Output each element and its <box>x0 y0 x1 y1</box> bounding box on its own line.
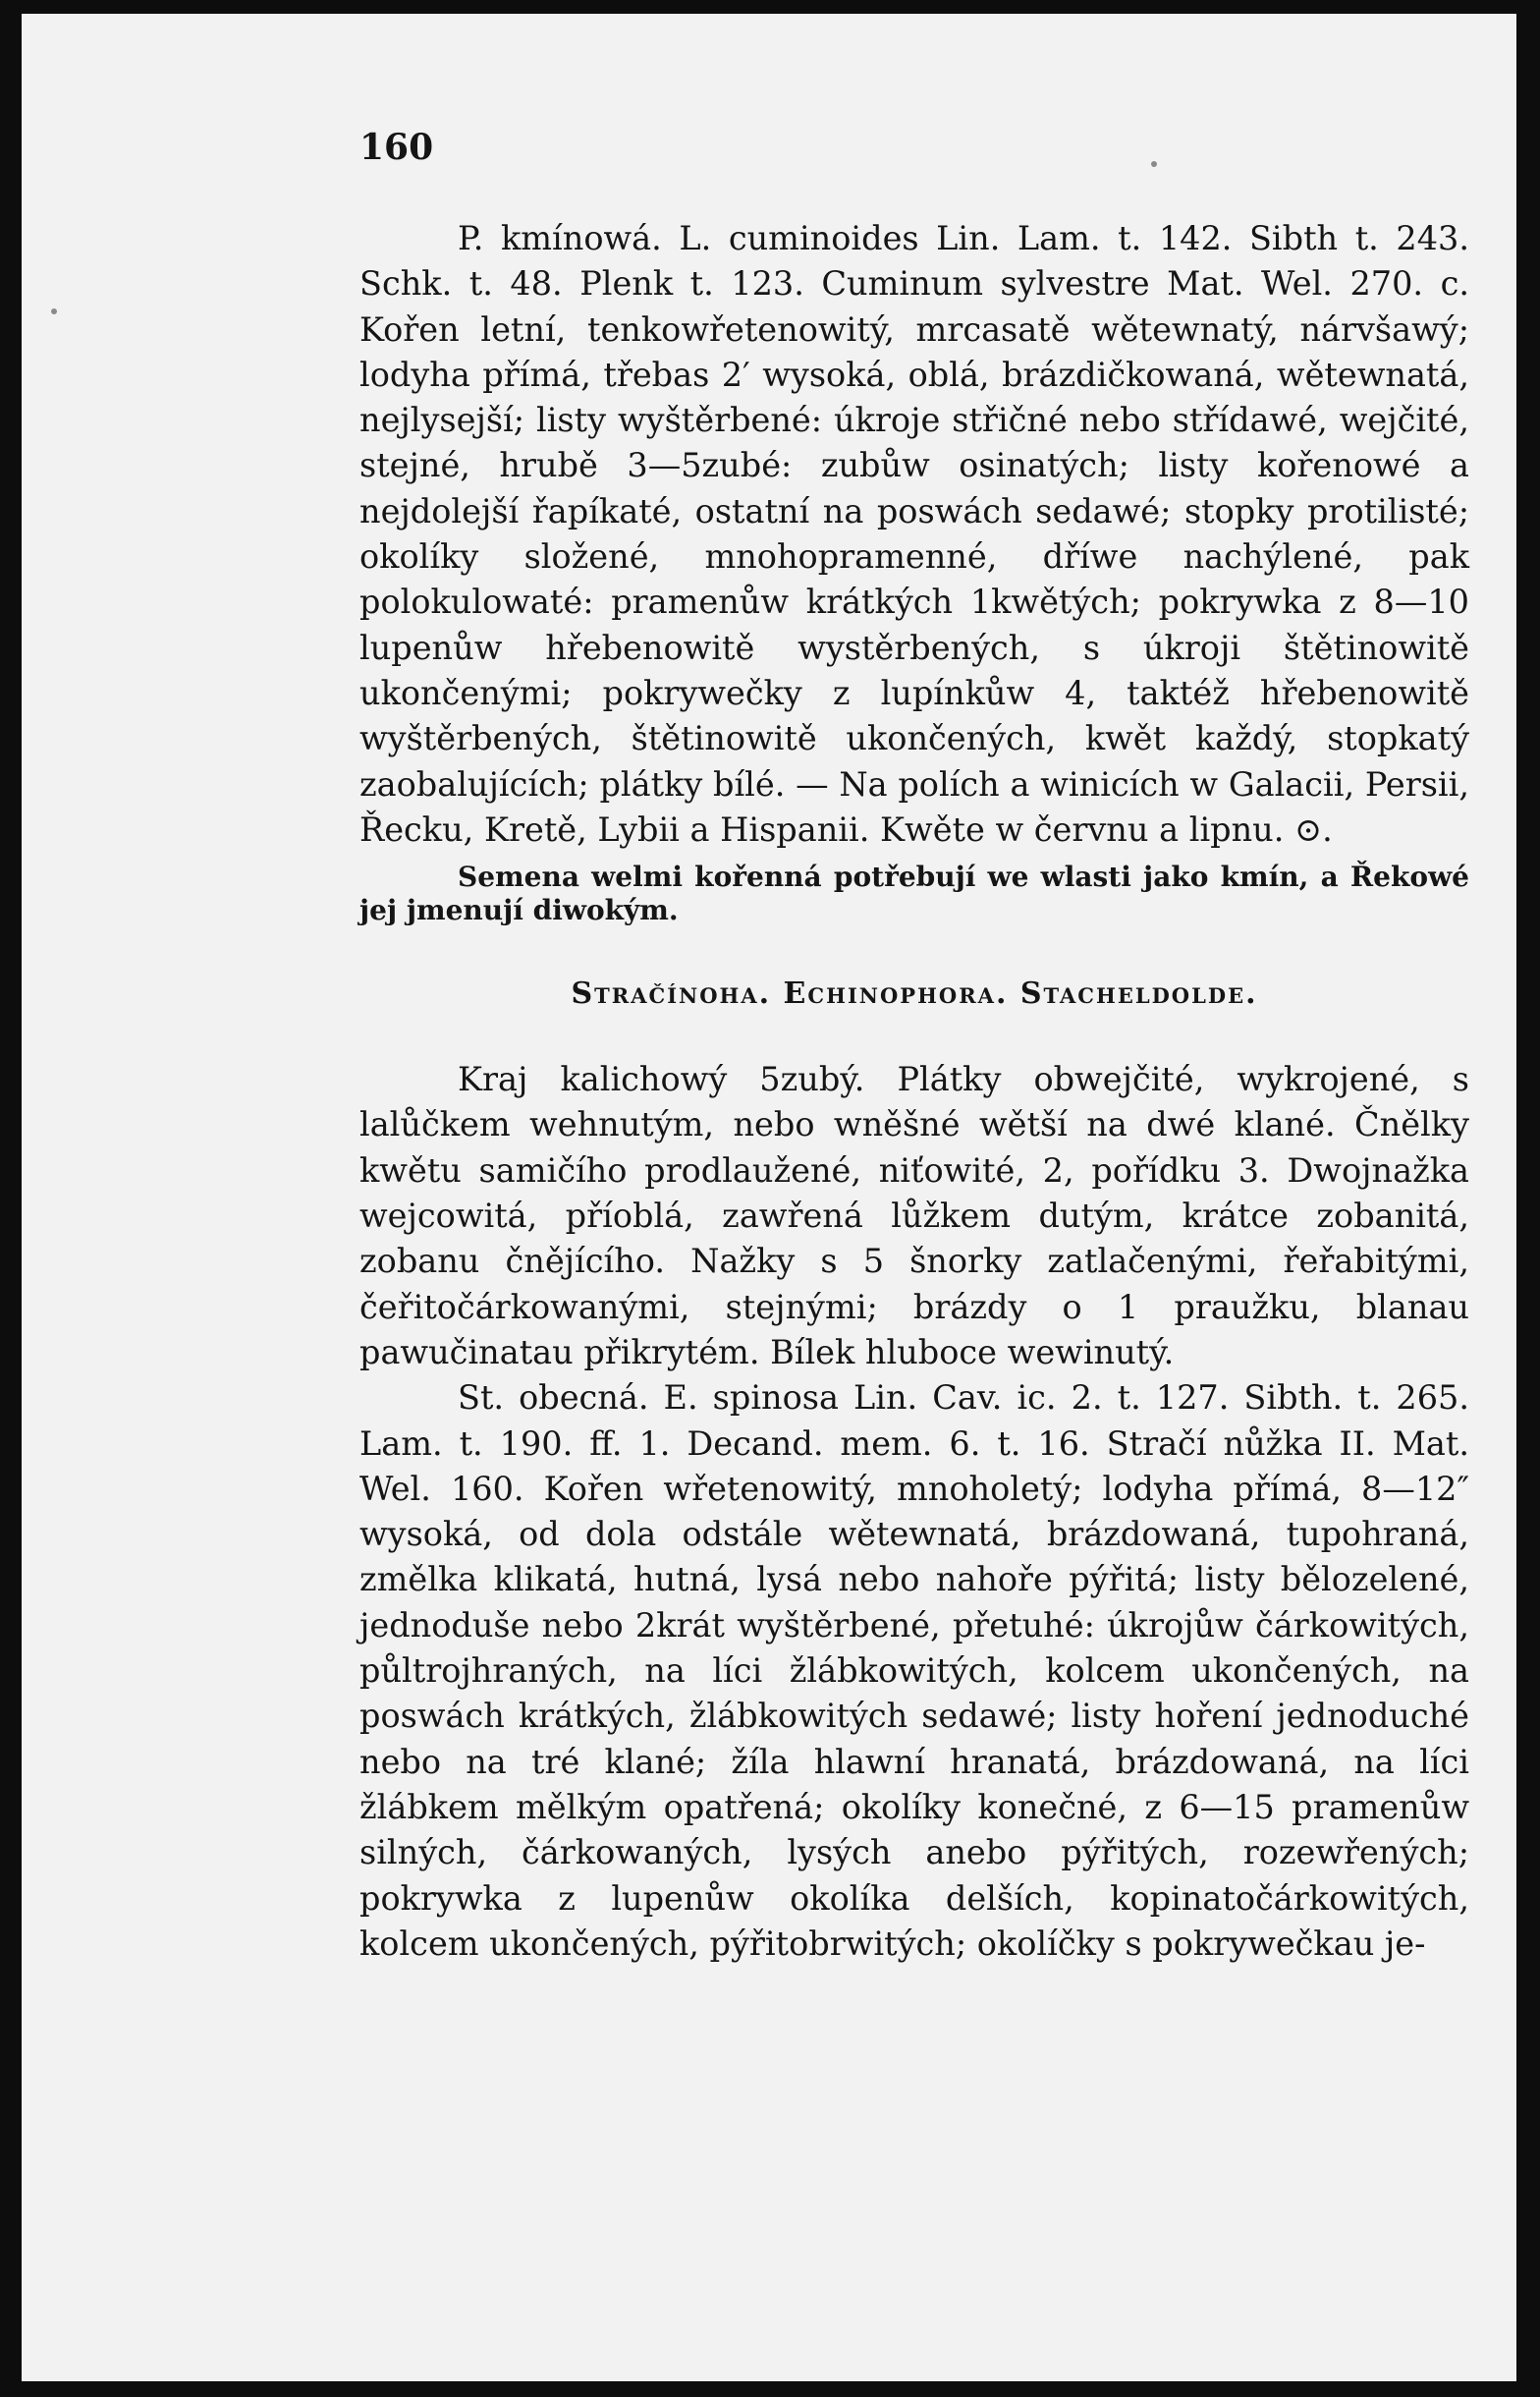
genus-description: Kraj kalichowý 5zubý. Plátky obwejčité, wykrojené, s lalůčkem wehnutým, nebo wněšné wětší na dwé klané. Čnělky kwětu samičího prodlaužené, niťowité, 2, pořídku 3. Dwojnažka wejcowitá, příoblá, zawřená lůžkem dutým, krátce zobanitá, zobanu čnějícího. Nažky s 5 šnorky zatlačenými, řeřabitými, čeřitočárkowanými, stejnými; brázdy o 1 praužku, blanau pawučinatau přikrytém. Bílek hluboce wewinutý. <box>359 1060 1469 1371</box>
scan-border-top <box>0 0 1540 14</box>
species-note: Semena welmi kořenná potřebují we wlasti jako kmín, a Řekowé jej jmenují diwokým. <box>359 861 1469 927</box>
species-entry-st-obecna: St. obecná. E. spinosa Lin. Cav. ic. 2. t. 127. Sibth. t. 265. Lam. t. 190. ff. 1. Decand. mem. 6. t. 16. Stračí nůžka II. Mat. Wel. 160. Kořen wřetenowitý, mnoholetý; lodyha přímá, 8—12″ wysoká, od dola odstále wětewnatá, brázdowaná, tupohraná, změlka klikatá, hutná, lysá nebo nahoře pýřitá; listy bělozelené, jednoduše nebo 2krát wyštěrbené, přetuhé: úkrojůw čárkowitých, půltrojhraných, na líci žlábkowitých, kolcem ukončených, na poswách krátkých, žlábkowitých sedawé; listy hoření jednoduché nebo na tré klané; žíla hlawní hranatá, brázdowaná, na líci žlábkem mělkým opatřená; okolíky konečné, z 6—15 pramenůw silných, čárkowaných, lysých anebo pýřitých, rozewřených; pokrywka z lupenůw okolíka delších, kopinatočárkowitých, kolcem ukončených, pýřitobrwitých; okolíčky s pokrywečkau je- <box>359 1378 1469 1963</box>
scan-border-right <box>1516 0 1540 2397</box>
genus-heading: Stračínoha. Echinophora. Stacheldolde. <box>571 976 1258 1012</box>
book-page <box>22 14 1516 2381</box>
speck <box>51 308 57 314</box>
page-content <box>359 128 1469 1967</box>
species-entry-p-kminowa: P. kmínowá. L. cuminoides Lin. Lam. t. 142. Sibth t. 243. Schk. t. 48. Plenk t. 123. Cuminum sylvestre Mat. Wel. 270. c. Kořen letní, tenkowřetenowitý, mrcasatě wětewnatý, nárvšawý; lodyha přímá, třebas 2′ wysoká, oblá, brázdičkowaná, wětewnatá, nejlysejší; listy wyštěrbené: úkroje střičné nebo střídawé, wejčité, stejné, hrubě 3—5zubé: zubůw osinatých; listy kořenowé a nejdolejší řapíkaté, ostatní na poswách sedawé; stopky protilisté; okolíky složené, mnohopramenné, dříwe nachýlené, pak polokulowaté: pramenůw krátkých 1kwětých; pokrywka z 8—10 lupenůw hřebenowitě wystěrbených, s úkroji štětinowitě ukončenými; pokrywečky z lupínkůw 4, taktéž hřebenowitě wyštěrbených, štětinowitě ukončených, kwět každý, stopkatý zaobalujících; plátky bílé. — Na polích a winicích w Galacii, Persii, Řecku, Kretě, Lybii a Hispanii. Kwěte w červnu a lipnu. ⊙. <box>359 219 1469 849</box>
page-number: 160 <box>359 127 434 168</box>
